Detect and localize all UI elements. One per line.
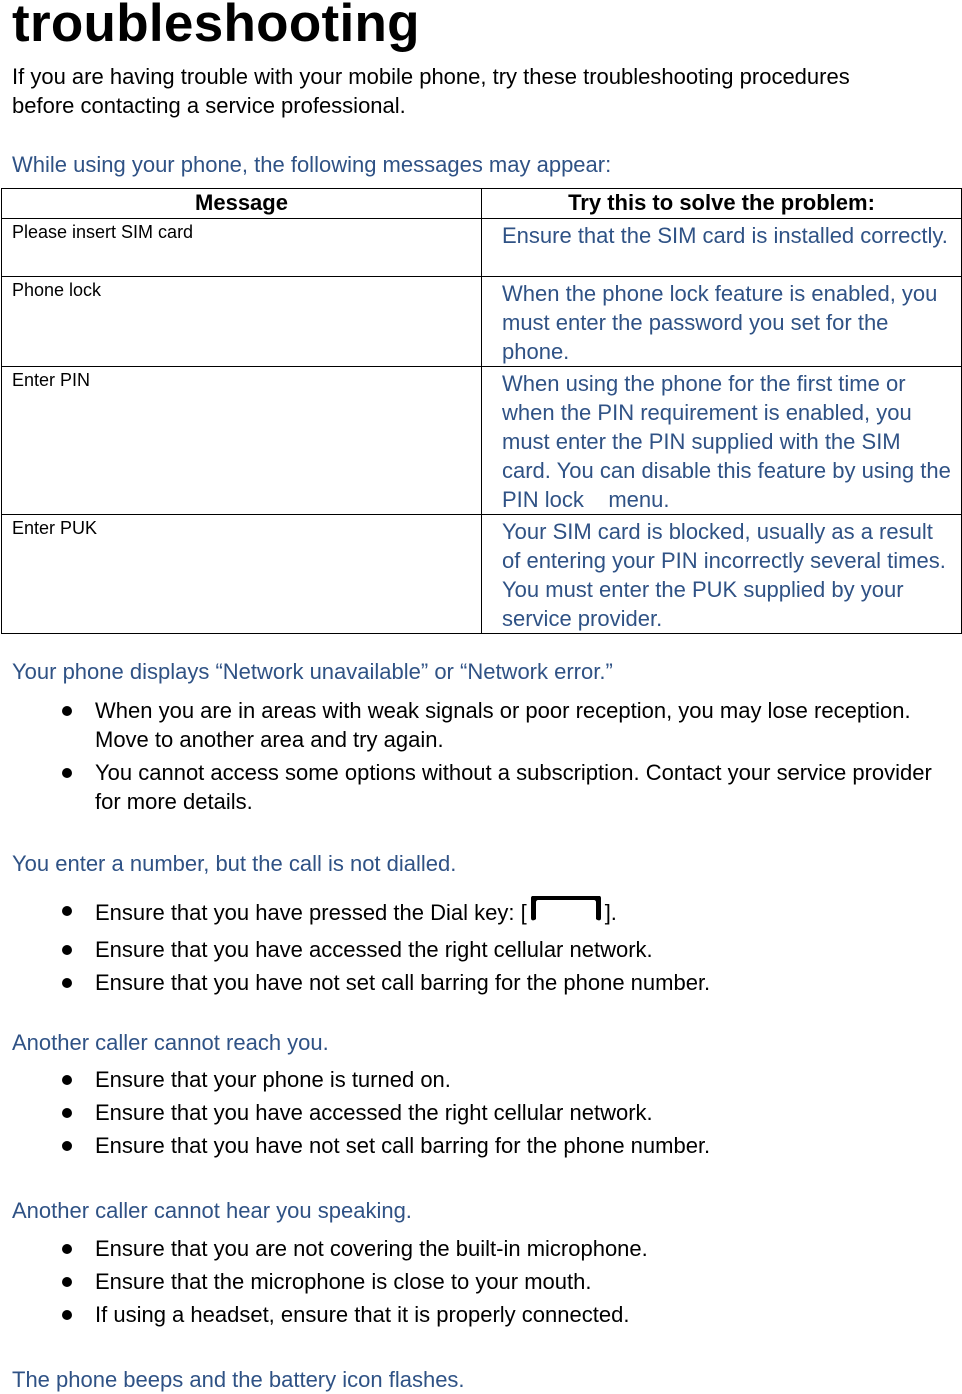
messages-heading: While using your phone, the following messages may appear: — [12, 152, 612, 177]
message-cell: Please insert SIM card — [2, 219, 482, 277]
table-row — [2, 277, 962, 367]
table-row — [2, 367, 962, 515]
list-item-text: Ensure that you have not set call barring for the phone number. — [95, 1133, 711, 1158]
bullet-icon — [62, 906, 72, 916]
list-item-text: If using a headset, ensure that it is properly connected. — [95, 1302, 630, 1327]
column-header-solution: Try this to solve the problem: — [482, 189, 962, 219]
list-item-text: Ensure that you are not covering the built-in microphone. — [95, 1236, 648, 1261]
table-row — [2, 219, 962, 277]
bullet-list-not-dialled — [0, 896, 962, 997]
bullet-list-network — [0, 696, 962, 816]
table-header-row — [2, 189, 962, 219]
list-item-text: ]. — [604, 900, 617, 925]
list-item — [0, 968, 962, 997]
section-heading-battery: The phone beeps and the battery icon flashes. — [12, 1367, 465, 1392]
list-item-text: You cannot access some options without a subscription. Contact your service provider for more details. — [95, 760, 932, 814]
bullet-icon — [62, 1108, 72, 1118]
solution-cell: When the phone lock feature is enabled, you must enter the password you set for the phone. — [482, 277, 962, 367]
solution-cell: Ensure that the SIM card is installed correctly. — [482, 219, 962, 277]
bullet-icon — [62, 768, 72, 778]
solution-cell: Your SIM card is blocked, usually as a result of entering your PIN incorrectly several times. You must enter the PUK supplied by your service provider. — [482, 515, 962, 634]
list-item — [0, 896, 962, 931]
list-item — [0, 1098, 962, 1127]
bullet-icon — [62, 1310, 72, 1320]
message-cell: Enter PUK — [2, 515, 482, 634]
list-item — [0, 1267, 962, 1296]
list-item-text: Ensure that you have pressed the Dial key: [ — [95, 900, 527, 925]
list-item-text: When you are in areas with weak signals or poor reception, you may lose reception. Move to another area and try again. — [95, 698, 911, 752]
list-item — [0, 1234, 962, 1263]
column-header-message: Message — [2, 189, 482, 219]
dial-key-icon — [528, 896, 604, 931]
bullet-icon — [62, 1244, 72, 1254]
list-item-text: Ensure that you have not set call barring for the phone number. — [95, 970, 711, 995]
list-item — [0, 1065, 962, 1094]
bullet-list-cannot-hear — [0, 1234, 962, 1329]
list-item-text: Ensure that you have accessed the right cellular network. — [95, 1100, 653, 1125]
message-cell: Enter PIN — [2, 367, 482, 515]
table-row — [2, 515, 962, 634]
list-item-text: Ensure that you have accessed the right cellular network. — [95, 937, 653, 962]
message-cell: Phone lock — [2, 277, 482, 367]
solution-cell: When using the phone for the first time or when the PIN requirement is enabled, you must enter the PIN supplied with the SIM card. You can disable this feature by using the PIN lock menu. — [482, 367, 962, 515]
bullet-icon — [62, 1075, 72, 1085]
section-heading-not-dialled: You enter a number, but the call is not dialled. — [12, 851, 457, 876]
messages-table — [1, 188, 962, 634]
list-item — [0, 1131, 962, 1160]
list-item-text: Ensure that the microphone is close to your mouth. — [95, 1269, 592, 1294]
section-heading-cannot-reach: Another caller cannot reach you. — [12, 1030, 329, 1055]
list-item — [0, 758, 962, 816]
bullet-list-cannot-reach — [0, 1065, 962, 1160]
intro-paragraph: If you are having trouble with your mobile phone, try these troubleshooting procedures before contacting a service professional. — [12, 64, 850, 118]
list-item — [0, 696, 962, 754]
list-item — [0, 1300, 962, 1329]
list-item — [0, 935, 962, 964]
bullet-icon — [62, 1141, 72, 1151]
section-heading-network: Your phone displays “Network unavailable” or “Network error.” — [12, 659, 613, 684]
section-heading-cannot-hear: Another caller cannot hear you speaking. — [12, 1198, 412, 1223]
bullet-icon — [62, 945, 72, 955]
bullet-icon — [62, 706, 72, 716]
list-item-text: Ensure that your phone is turned on. — [95, 1067, 451, 1092]
bullet-icon — [62, 978, 72, 988]
bullet-icon — [62, 1277, 72, 1287]
page-title: troubleshooting — [12, 0, 420, 53]
